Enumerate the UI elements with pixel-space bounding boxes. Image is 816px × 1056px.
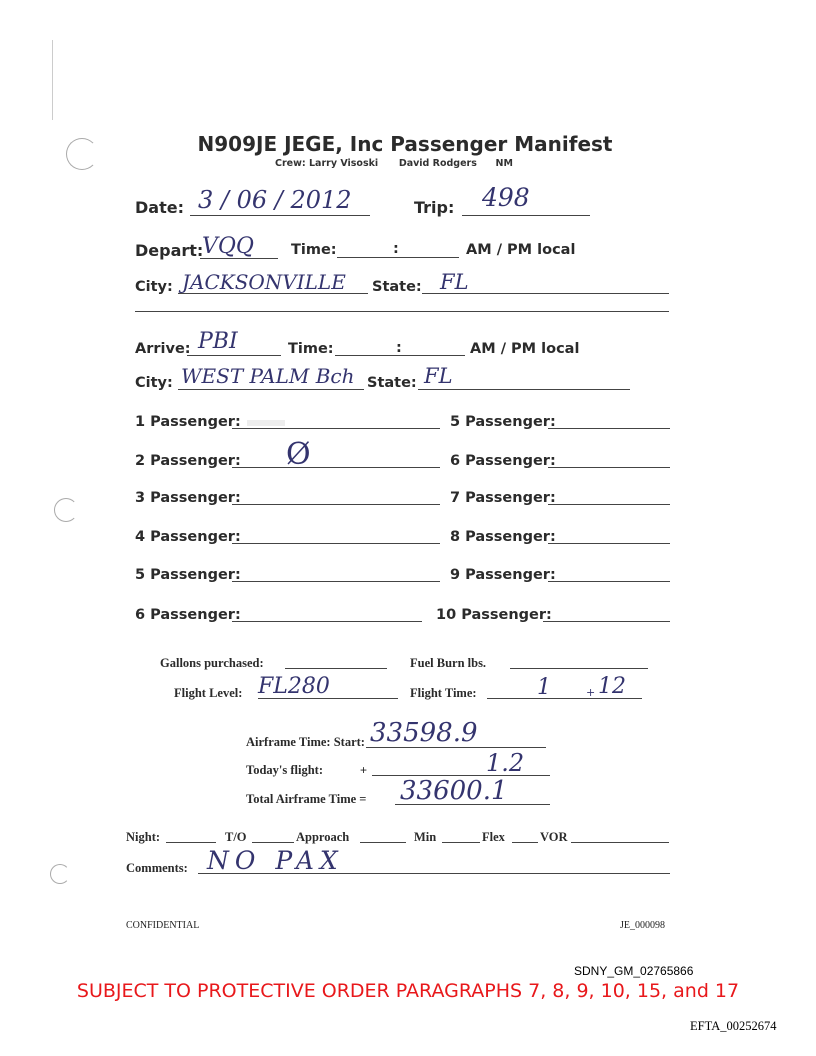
passenger-none-mark: Ø — [286, 437, 311, 472]
vor-label: VOR — [540, 830, 568, 844]
min-label: Min — [414, 830, 437, 844]
gallons-label: Gallons purchased: — [160, 656, 264, 670]
crew-line — [275, 158, 513, 169]
depart-time-line — [337, 257, 459, 258]
passenger-right-label: 7 Passenger: — [450, 490, 556, 506]
today-flight-label: Today's flight: — [246, 763, 323, 777]
passenger-left-line — [232, 504, 440, 505]
airframe-start-value: 33598.9 — [370, 718, 478, 748]
punch-hole-middle — [54, 498, 78, 522]
passenger-right-line — [548, 428, 670, 429]
gallons-line — [285, 668, 387, 669]
passenger-right-label: 5 Passenger: — [450, 414, 556, 430]
flight-level-value: FL280 — [258, 674, 330, 699]
approach-label: Approach — [296, 830, 350, 844]
approach-line — [360, 842, 406, 843]
fuel-burn-label: Fuel Burn lbs. — [410, 656, 487, 670]
passenger-left-line — [232, 467, 440, 468]
punch-hole-bottom — [50, 864, 70, 884]
passenger-left-label: 4 Passenger: — [135, 529, 241, 545]
crew-label: Crew: — [275, 158, 306, 169]
passenger-right-line — [543, 621, 670, 622]
depart-label: Depart: — [135, 241, 204, 260]
arrive-city-label: City: — [135, 375, 173, 391]
depart-ampm: AM / PM local — [466, 242, 576, 258]
date-label: Date: — [135, 198, 184, 217]
passenger-right-label: 9 Passenger: — [450, 567, 556, 583]
night-label: Night: — [126, 830, 161, 844]
passenger-right-line — [548, 467, 670, 468]
passenger-left-label: 6 Passenger: — [135, 607, 241, 623]
section-divider — [135, 311, 669, 312]
min-line — [442, 842, 480, 843]
crew-member-3: NM — [495, 158, 513, 169]
total-airframe-value: 33600.1 — [400, 776, 508, 806]
confidential-label: CONFIDENTIAL — [126, 920, 200, 931]
arrive-state-label: State: — [367, 375, 417, 391]
flex-label: Flex — [482, 830, 505, 844]
vor-line — [571, 842, 669, 843]
passenger-right-label: 8 Passenger: — [450, 529, 556, 545]
passenger-right-label: 6 Passenger: — [450, 453, 556, 469]
efta-number: EFTA_00252674 — [690, 1019, 777, 1033]
passenger-left-label: 5 Passenger: — [135, 567, 241, 583]
fuel-burn-line — [510, 668, 648, 669]
night-line — [166, 842, 216, 843]
depart-time-label: Time: — [291, 242, 337, 258]
depart-city-label: City: — [135, 279, 173, 295]
passenger-left-label: 1 Passenger: — [135, 414, 241, 430]
page-margin-line — [52, 40, 53, 120]
document-id: JE_000098 — [620, 920, 665, 931]
redacted-passenger-name — [247, 420, 285, 426]
date-value: 3 / 06 / 2012 — [198, 186, 352, 214]
arrive-city-value: WEST PALM Bch — [181, 364, 355, 388]
passenger-right-line — [548, 581, 670, 582]
page-title: N909JE JEGE, Inc Passenger Manifest — [197, 132, 613, 156]
crew-member-1: Larry Visoski — [309, 158, 379, 169]
bates-number: SDNY_GM_02765866 — [574, 964, 694, 978]
arrive-time-sep: : — [396, 340, 402, 356]
arrive-time-label: Time: — [288, 341, 334, 357]
trip-line — [462, 215, 590, 216]
depart-state-label: State: — [372, 279, 422, 295]
passenger-right-line — [548, 504, 670, 505]
date-line — [190, 215, 370, 216]
flight-time-hours: 1 — [537, 675, 551, 700]
passenger-right-line — [548, 543, 670, 544]
depart-value: VQQ — [202, 234, 254, 259]
depart-time-sep: : — [393, 241, 399, 257]
total-airframe-label: Total Airframe Time = — [246, 792, 367, 806]
punch-hole-top — [66, 138, 98, 170]
passenger-left-line — [232, 621, 422, 622]
passenger-left-line — [232, 428, 440, 429]
protective-order-notice: SUBJECT TO PROTECTIVE ORDER PARAGRAPHS 7, 8, 9, 10, 15, and 17 — [76, 980, 740, 1002]
arrive-line — [187, 355, 281, 356]
trip-label: Trip: — [414, 198, 455, 217]
passenger-right-label: 10 Passenger: — [436, 607, 552, 623]
flex-line — [512, 842, 538, 843]
arrive-ampm: AM / PM local — [470, 341, 580, 357]
comments-value: NO PAX — [207, 846, 344, 875]
depart-state-value: FL — [440, 270, 469, 294]
to-line — [252, 842, 294, 843]
arrive-value: PBI — [198, 329, 238, 354]
passenger-left-line — [232, 581, 440, 582]
today-flight-value: 1.2 — [486, 749, 525, 777]
comments-label: Comments: — [126, 861, 188, 875]
flight-level-label: Flight Level: — [174, 686, 243, 700]
airframe-start-label: Airframe Time: Start: — [246, 735, 365, 749]
flight-time-minutes: 12 — [598, 674, 626, 699]
passenger-left-label: 3 Passenger: — [135, 490, 241, 506]
arrive-city-line — [178, 389, 364, 390]
arrive-state-line — [418, 389, 630, 390]
to-label: T/O — [225, 830, 247, 844]
arrive-state-value: FL — [424, 364, 453, 388]
flight-time-label: Flight Time: — [410, 686, 477, 700]
passenger-left-label: 2 Passenger: — [135, 453, 241, 469]
flight-time-plus: + — [586, 686, 596, 699]
arrive-label: Arrive: — [135, 341, 191, 357]
trip-value: 498 — [482, 183, 530, 212]
today-flight-plus: + — [360, 763, 368, 777]
depart-city-value: JACKSONVILLE — [182, 270, 346, 294]
passenger-left-line — [232, 543, 440, 544]
crew-member-2: David Rodgers — [398, 158, 477, 169]
